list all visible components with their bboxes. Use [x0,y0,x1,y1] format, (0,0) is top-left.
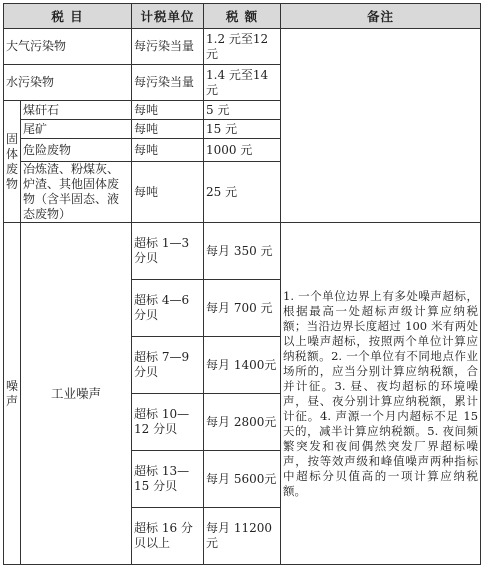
solid-name-1: 煤矸石 [21,101,132,120]
noise-level-4: 超标 10—12 分贝 [132,394,204,451]
solid-name-4: 冶炼渣、粉煤灰、炉渣、其他固体废物（含半固态、液态废物） [21,162,132,223]
solid-unit-2: 每吨 [132,120,204,139]
tax-table-wrapper [3,3,481,565]
noise-level-3: 超标 7—9分贝 [132,337,204,394]
noise-type: 工业噪声 [21,223,132,565]
noise-level-5: 超标 13—15 分贝 [132,451,204,508]
noise-group-label [4,223,21,565]
solid-unit-3: 每吨 [132,139,204,162]
noise-amount-6: 每月 11200元 [204,508,281,565]
table-header-row [4,4,481,29]
header-unit: 计税单位 [132,4,204,29]
noise-amount-5: 每月 5600元 [204,451,281,508]
solid-amount-3: 1000 元 [204,139,281,162]
solid-unit-1: 每吨 [132,101,204,120]
solid-unit-4: 每吨 [132,162,204,223]
table-row-air [4,29,481,65]
header-note: 备注 [281,4,481,29]
noise-group-text: 噪声 [6,378,19,408]
solid-amount-4: 25 元 [204,162,281,223]
noise-level-2: 超标 4—6分贝 [132,280,204,337]
noise-amount-4: 每月 2800元 [204,394,281,451]
solid-name-2: 尾矿 [21,120,132,139]
noise-level-6: 超标 16 分贝以上 [132,508,204,565]
noise-amount-3: 每月 1400元 [204,337,281,394]
water-amount: 1.4 元至14元 [204,65,281,101]
table-row-noise-1 [4,223,481,280]
header-item: 税 目 [4,4,132,29]
air-name: 大气污染物 [4,29,132,65]
solid-group-text: 固体废物 [6,131,19,191]
environmental-tax-table [3,3,481,565]
air-unit: 每污染当量 [132,29,204,65]
air-amount: 1.2 元至12元 [204,29,281,65]
header-amount: 税 额 [204,4,281,29]
noise-level-1: 超标 1—3分贝 [132,223,204,280]
solid-group-label [4,101,21,223]
noise-amount-1: 每月 350 元 [204,223,281,280]
solid-name-3: 危险废物 [21,139,132,162]
noise-amount-2: 每月 700 元 [204,280,281,337]
solid-amount-1: 5 元 [204,101,281,120]
solid-amount-2: 15 元 [204,120,281,139]
water-name: 水污染物 [4,65,132,101]
noise-note: 1. 一个单位边界上有多处噪声超标，根据最高一处超标声级计算应纳税额；当沿边界长度超过 100 米有两处以上噪声超标，按照两个单位计算应纳税额。2. 一个单位有不同地点作业场所的，应当分别计算应纳税额，合并计征。3. 昼、夜均超标的环境噪声，昼、夜分别计算应纳税额，累计计征。4. 声源一个月内超标不足 15 天的，减半计算应纳税额。5. 夜间频繁突发和夜间偶然突发厂界超标噪声，按等效声级和峰值噪声两种指标中超标分贝值高的一项计算应纳税额。 [281,223,481,565]
water-unit: 每污染当量 [132,65,204,101]
note-empty-cell [281,29,481,223]
